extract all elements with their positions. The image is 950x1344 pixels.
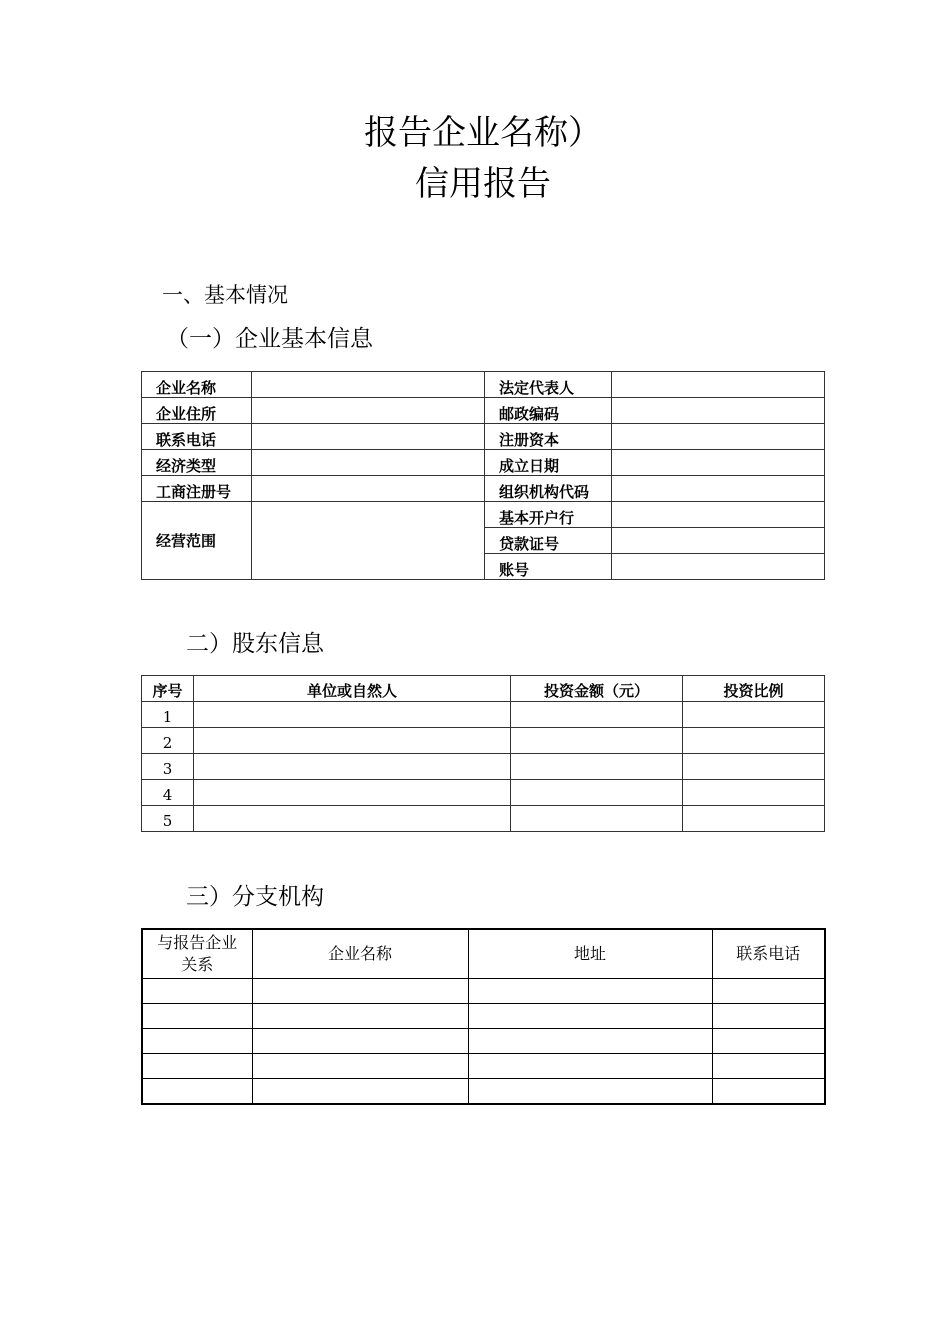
label-postal-code: 邮政编码 [485,398,612,424]
value-account[interactable] [612,554,825,580]
company-info-table [141,371,825,580]
cell[interactable] [712,1004,825,1029]
table-row [142,476,825,502]
cell[interactable] [142,1079,252,1105]
table-row [142,754,825,780]
cell[interactable] [142,1054,252,1079]
header-entity: 单位或自然人 [194,676,511,702]
section-heading-basic: 一、基本情况 [162,283,288,307]
cell[interactable] [712,979,825,1004]
table-header-row [142,929,825,979]
table-row [142,1004,825,1029]
cell-investment[interactable] [511,702,683,728]
label-established-date: 成立日期 [485,450,612,476]
cell-ratio[interactable] [683,754,825,780]
table-row [142,979,825,1004]
table-row [142,450,825,476]
subsection-heading-branches: 三）分支机构 [186,884,324,910]
cell[interactable] [252,1054,468,1079]
cell[interactable] [252,1079,468,1105]
value-org-code[interactable] [612,476,825,502]
cell[interactable] [142,1004,252,1029]
table-row [142,806,825,832]
label-registered-capital: 注册资本 [485,424,612,450]
cell[interactable] [712,1054,825,1079]
label-business-reg-no: 工商注册号 [142,476,252,502]
value-registered-capital[interactable] [612,424,825,450]
value-legal-rep[interactable] [612,372,825,398]
cell-ratio[interactable] [683,728,825,754]
cell[interactable] [142,1029,252,1054]
table-row [142,1054,825,1079]
report-title: 信用报告 [415,164,551,204]
value-economic-type[interactable] [252,450,485,476]
cell-entity[interactable] [194,754,511,780]
cell[interactable] [142,979,252,1004]
cell-ratio[interactable] [683,806,825,832]
cell-investment[interactable] [511,728,683,754]
label-loan-cert: 贷款证号 [485,528,612,554]
cell[interactable] [468,1004,712,1029]
header-index: 序号 [142,676,194,702]
header-relation-text: 与报告企业关系 [157,933,238,974]
value-phone[interactable] [252,424,485,450]
cell[interactable] [468,979,712,1004]
table-row [142,702,825,728]
cell-entity[interactable] [194,702,511,728]
value-established-date[interactable] [612,450,825,476]
shareholders-table [141,675,825,832]
header-branch-name: 企业名称 [252,929,468,979]
branches-table [141,928,826,1105]
subsection-heading-shareholders: 二）股东信息 [186,631,324,657]
table-header-row [142,676,825,702]
label-account: 账号 [485,554,612,580]
cell[interactable] [252,1004,468,1029]
value-business-reg-no[interactable] [252,476,485,502]
table-row [142,372,825,398]
table-row [142,424,825,450]
label-legal-rep: 法定代表人 [485,372,612,398]
row-index: 5 [142,806,194,832]
row-index: 3 [142,754,194,780]
header-investment: 投资金额（元） [511,676,683,702]
label-phone: 联系电话 [142,424,252,450]
cell-investment[interactable] [511,806,683,832]
cell-ratio[interactable] [683,702,825,728]
cell-entity[interactable] [194,728,511,754]
cell-investment[interactable] [511,754,683,780]
header-relation [142,929,252,979]
cell-investment[interactable] [511,780,683,806]
header-branch-phone: 联系电话 [712,929,825,979]
label-bank: 基本开户行 [485,502,612,528]
table-row [142,1079,825,1105]
value-company-name[interactable] [252,372,485,398]
value-address[interactable] [252,398,485,424]
table-row [142,780,825,806]
value-loan-cert[interactable] [612,528,825,554]
value-bank[interactable] [612,502,825,528]
value-business-scope[interactable] [252,502,485,580]
label-org-code: 组织机构代码 [485,476,612,502]
report-title-company: 报告企业名称） [364,113,602,153]
cell[interactable] [468,1029,712,1054]
label-economic-type: 经济类型 [142,450,252,476]
row-index: 2 [142,728,194,754]
table-row [142,398,825,424]
table-row [142,728,825,754]
label-address: 企业住所 [142,398,252,424]
cell-entity[interactable] [194,806,511,832]
cell-ratio[interactable] [683,780,825,806]
subsection-heading-company-info: （一）企业基本信息 [166,326,373,352]
table-row [142,502,825,528]
cell[interactable] [252,1029,468,1054]
cell[interactable] [468,1054,712,1079]
header-branch-address: 地址 [468,929,712,979]
cell-entity[interactable] [194,780,511,806]
value-postal-code[interactable] [612,398,825,424]
label-business-scope: 经营范围 [142,502,252,580]
header-ratio: 投资比例 [683,676,825,702]
cell[interactable] [468,1079,712,1105]
cell[interactable] [712,1029,825,1054]
row-index: 1 [142,702,194,728]
label-company-name: 企业名称 [142,372,252,398]
cell[interactable] [712,1079,825,1105]
row-index: 4 [142,780,194,806]
cell[interactable] [252,979,468,1004]
table-row [142,1029,825,1054]
